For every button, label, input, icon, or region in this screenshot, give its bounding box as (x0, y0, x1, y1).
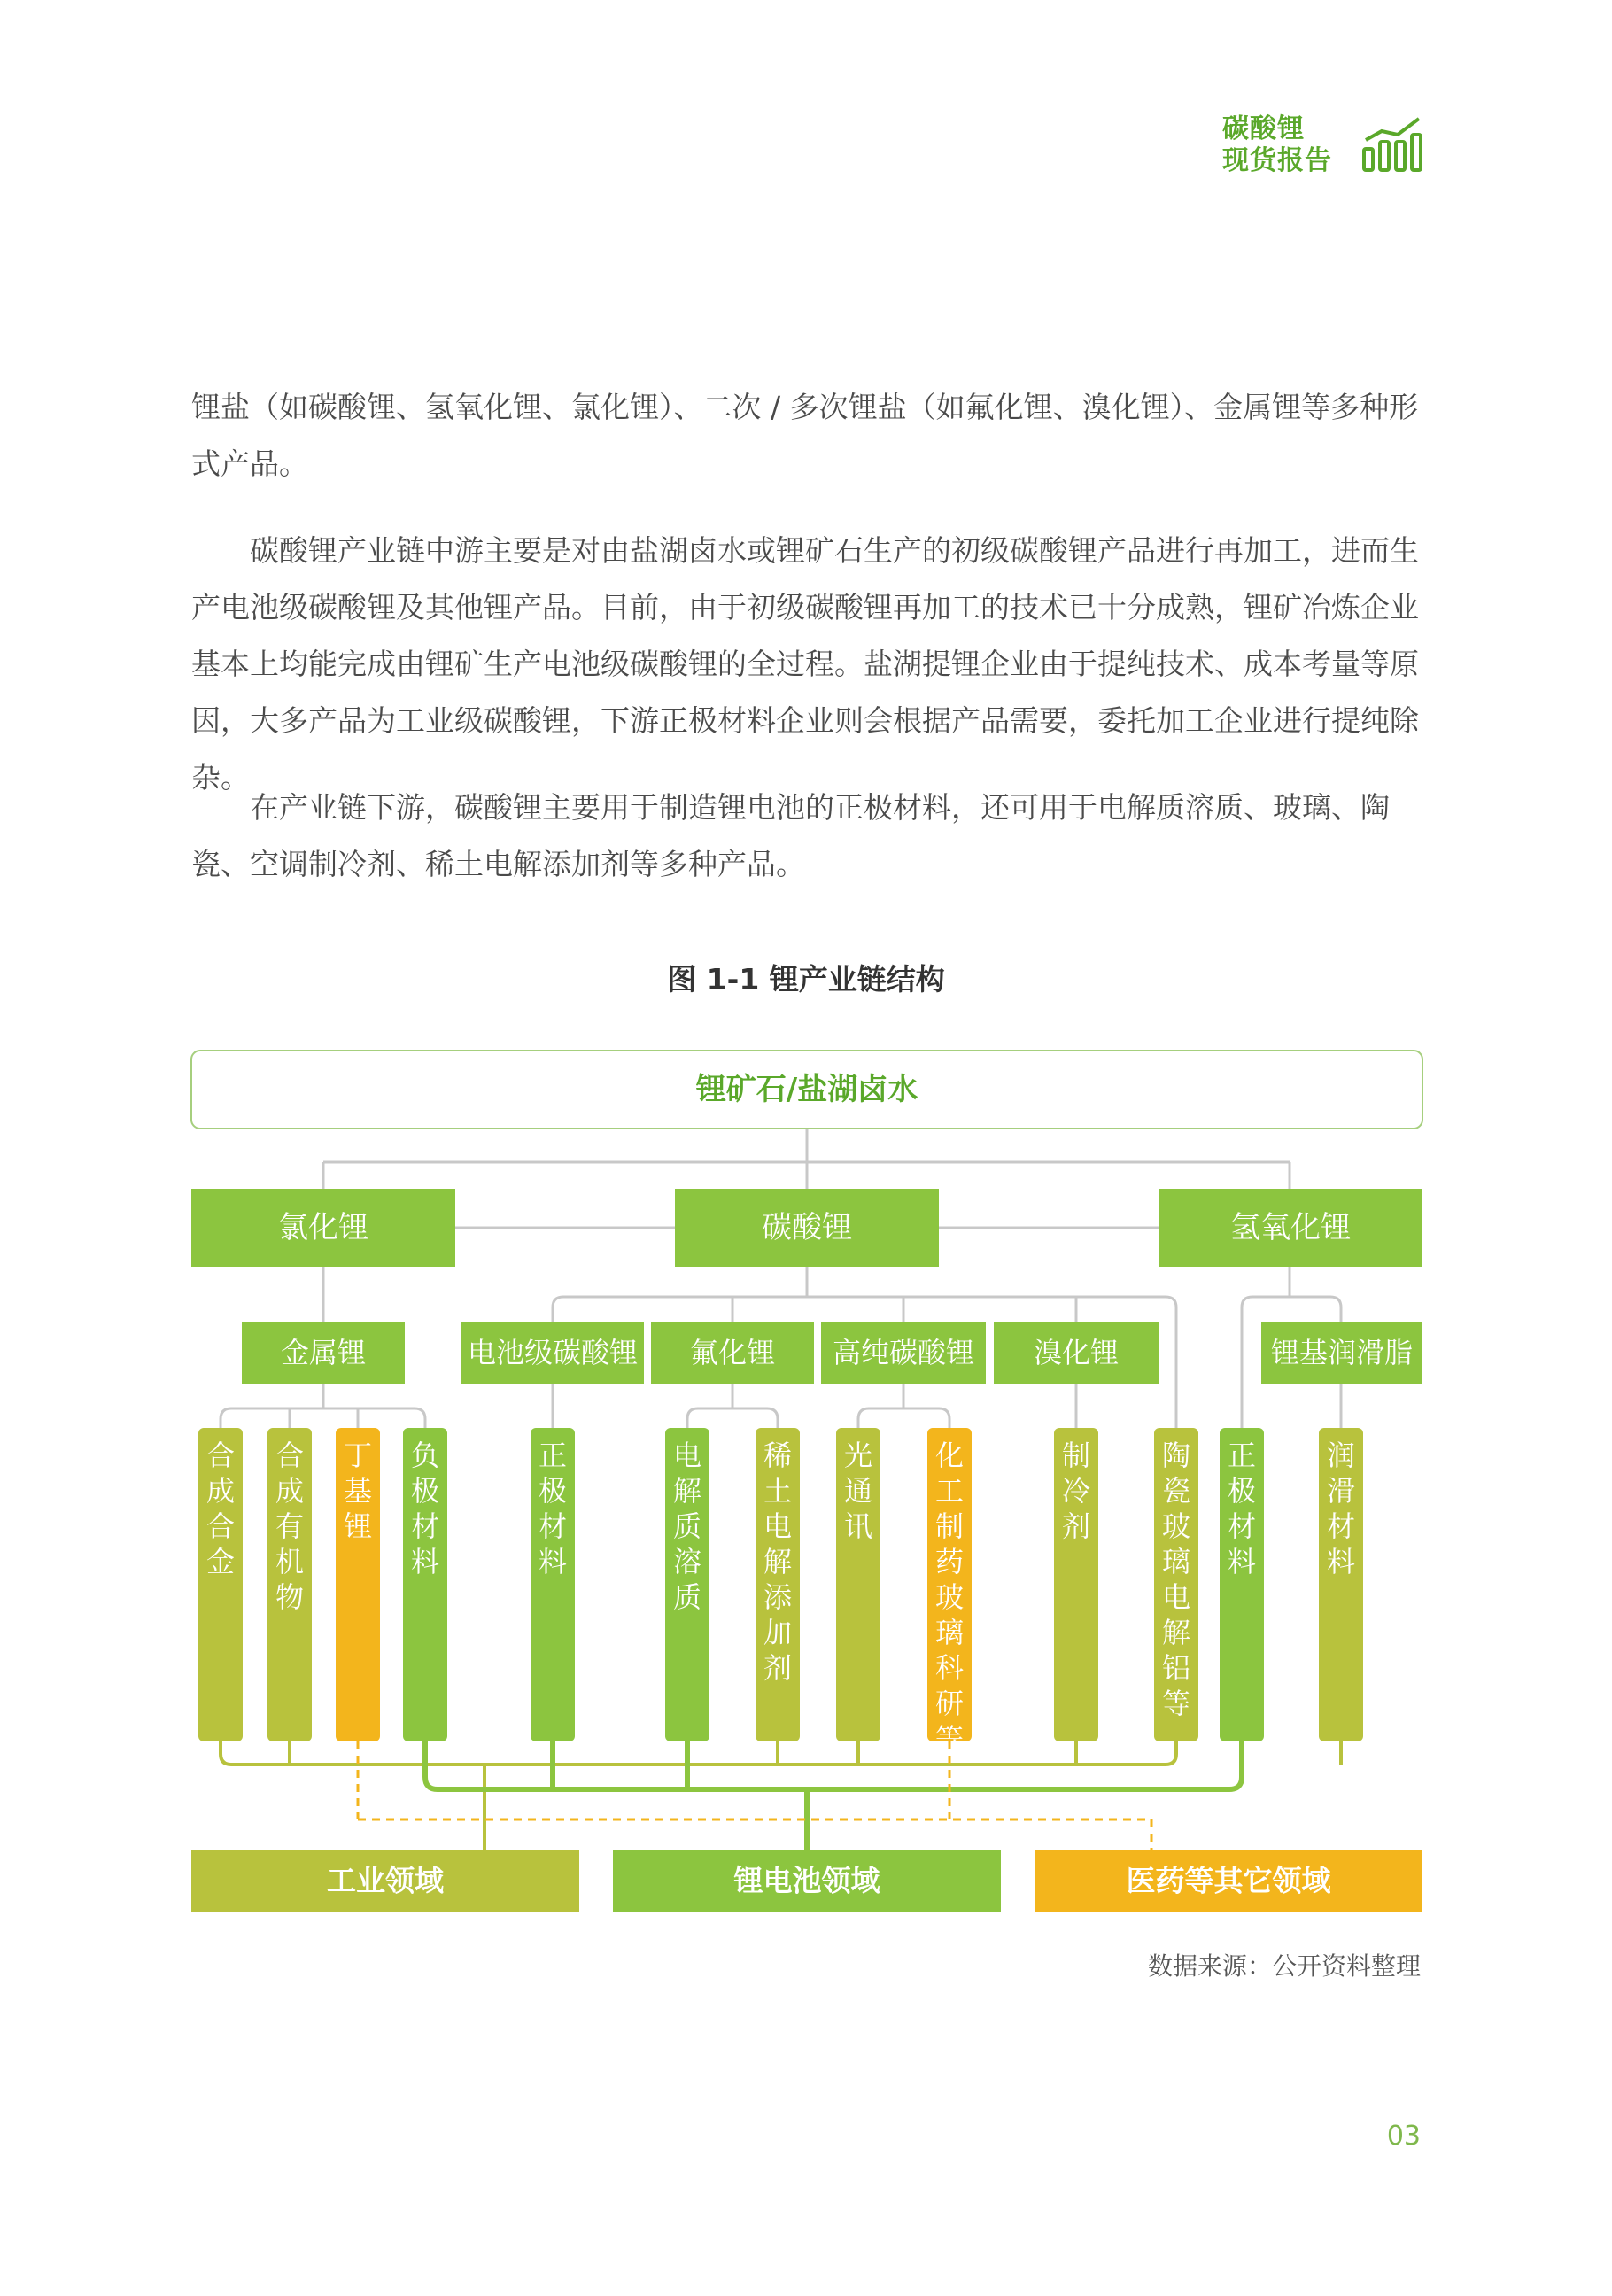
product-bar-1-label: 合成合金 (205, 1439, 236, 1578)
root-node-label: 锂矿石/盐湖卤水 (695, 1072, 918, 1107)
product-bar-6-label: 电解质溶质 (672, 1439, 702, 1614)
connector-path (687, 1408, 778, 1428)
lithium-carbonate-node-label: 碳酸锂 (762, 1210, 852, 1245)
connector-path (221, 1408, 425, 1428)
lithium-grease-node-label: 锂基润滑脂 (1270, 1336, 1414, 1369)
product-bar-13-label: 润滑材料 (1326, 1439, 1356, 1578)
figure-title: 图 1-1 锂产业链结构 (667, 962, 945, 997)
product-bar-2-label: 合成有机物 (275, 1439, 305, 1614)
product-bar-11-label: 陶瓷玻璃电解铝等 (1161, 1439, 1191, 1720)
product-bar-5-label: 正极材料 (538, 1439, 568, 1578)
product-bar-12-label: 正极材料 (1227, 1439, 1257, 1578)
lithium-hydroxide-node-label: 氢氧化锂 (1230, 1210, 1351, 1245)
battery-grade-carbonate-node-label: 电池级碳酸锂 (467, 1336, 639, 1369)
logo-line-1: 碳酸锂 (1222, 113, 1305, 144)
medical-domain-node-label: 医药等其它领域 (1126, 1863, 1331, 1898)
lithium-metal-node-label: 金属锂 (280, 1336, 367, 1369)
lithium-chloride-node-label: 氯化锂 (278, 1210, 368, 1245)
product-bar-4-label: 负极材料 (410, 1439, 440, 1578)
figure-source: 数据来源：公开资料整理 (1147, 1951, 1421, 1981)
product-bar-8-label: 光通讯 (843, 1439, 873, 1543)
paragraph-3: 在产业链下游，碳酸锂主要用于制造锂电池的正极材料，还可用于电解质溶质、玻璃、陶瓷、空调制冷剂、稀土电解添加剂等多种产品。 (191, 790, 1390, 881)
lithium-fluoride-node-label: 氟化锂 (689, 1336, 776, 1369)
industrial-bus (221, 1741, 1176, 1765)
lithium-bromide-node-label: 溴化锂 (1033, 1336, 1120, 1369)
high-purity-carbonate-node-label: 高纯碳酸锂 (832, 1336, 975, 1369)
logo-line-2: 现货报告 (1222, 145, 1332, 176)
product-bar-3-label: 丁基锂 (343, 1439, 373, 1543)
product-bar-7-label: 稀土电解添加剂 (763, 1439, 793, 1685)
paragraph-1: 锂盐（如碳酸锂、氢氧化锂、氯化锂）、二次 / 多次锂盐（如氟化锂、溴化锂）、金属锂等多种形式产品。 (191, 390, 1419, 481)
connector-path (858, 1408, 949, 1428)
product-bar-9-label: 化工制药玻璃科研等 (934, 1439, 965, 1756)
page-number: 03 (1386, 2121, 1421, 2152)
industrial-domain-node-label: 工业领域 (327, 1863, 444, 1898)
paragraph-2: 碳酸锂产业链中游主要是对由盐湖卤水或锂矿石生产的初级碳酸锂产品进行再加工，进而生产电池级碳酸锂及其他锂产品。目前，由于初级碳酸锂再加工的技术已十分成熟，锂矿冶炼企业基本上均能完成由锂矿生产电池级碳酸锂的全过程。盐湖提锂企业由于提纯技术、成本考量等原因，大多产品为工业级碳酸锂，下游正极材料企业则会根据产品需要，委托加工企业进行提纯除杂。 (191, 533, 1419, 795)
battery-domain-node-label: 锂电池领域 (733, 1863, 880, 1898)
product-bar-10-label: 制冷剂 (1061, 1439, 1091, 1543)
